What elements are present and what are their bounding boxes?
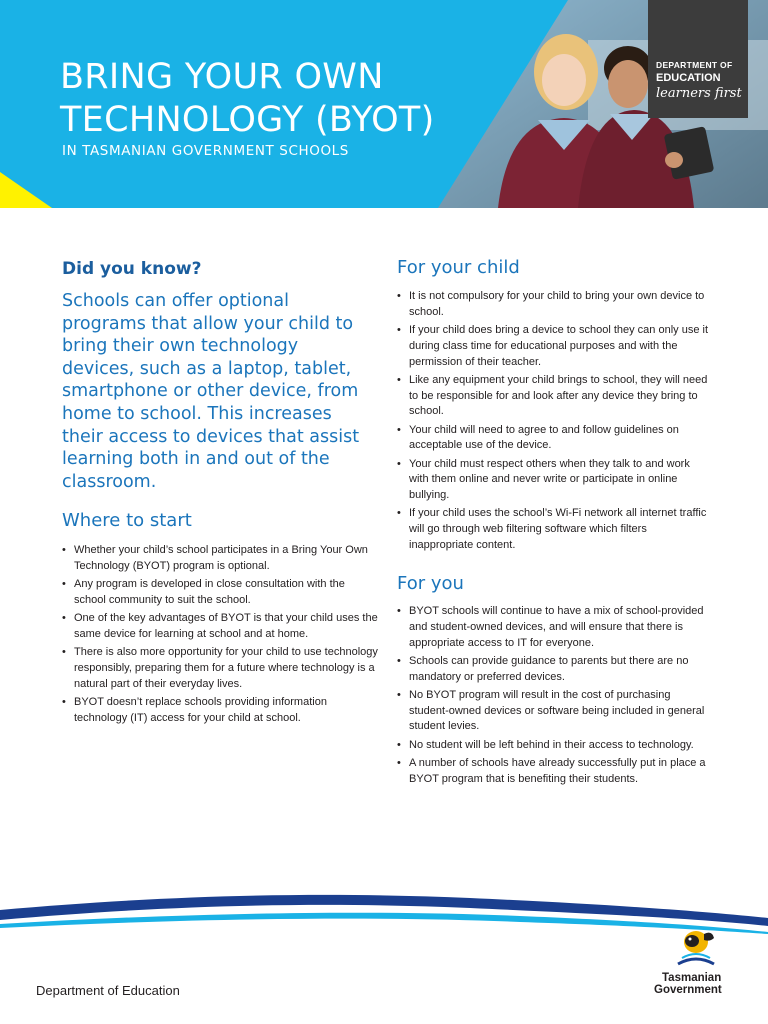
list-item: • Your child will need to agree to and follow guidelines on acceptable use of the device. xyxy=(397,423,709,455)
list-item: • One of the key advantages of BYOT is that your child uses the same device for learning at school and at home. xyxy=(62,611,378,643)
page-subtitle: IN TASMANIAN GOVERNMENT SCHOOLS xyxy=(62,143,349,159)
list-item: • BYOT schools will continue to have a mix of school-provided and student-owned devices, and will ensure that there is appropriate access to IT for everyone. xyxy=(397,604,709,651)
list-item: • No BYOT program will result in the cost of purchasing student-owned devices or software being included in general student levies. xyxy=(397,688,709,735)
list-item: • A number of schools have already successfully put in place a BYOT program that is benefiting their students. xyxy=(397,756,709,788)
list-item: • Any program is developed in close consultation with the school community to suit the school. xyxy=(62,577,378,609)
where-to-start-heading: Where to start xyxy=(62,510,192,531)
did-you-know-heading: Did you know? xyxy=(62,259,202,279)
list-item: • Like any equipment your child brings to school, they will need to be responsible for and look after any device they bring to school. xyxy=(397,373,709,420)
list-item: • Your child must respect others when they talk to and work with them online and never write or participate in online bullying. xyxy=(397,457,709,504)
list-item: • If your child uses the school’s Wi-Fi network all internet traffic will go through web filtering software which filters inappropriate content. xyxy=(397,506,709,553)
list-item: • It is not compulsory for your child to bring your own device to school. xyxy=(397,289,709,321)
title-line-2: TECHNOLOGY (BYOT) xyxy=(60,100,435,140)
list-item: • No student will be left behind in their access to technology. xyxy=(397,738,709,754)
department-of-education-logo xyxy=(648,0,748,118)
footer-department: Department of Education xyxy=(36,983,180,998)
list-item: • There is also more opportunity for your child to use technology responsibly, preparing them for a future where technology is a natural part of their everyday lives. xyxy=(62,645,378,692)
logo-tagline: learners first xyxy=(656,86,742,101)
for-you-heading: For you xyxy=(397,573,464,594)
gov-logo-line-2: Government xyxy=(654,984,722,996)
for-your-child-heading: For your child xyxy=(397,257,520,278)
page-title xyxy=(60,56,435,142)
for-your-child-list xyxy=(397,289,709,556)
intro-paragraph: Schools can offer optional programs that allow your child to bring their own technology devices, such as a laptop, tablet, smartphone or other device, from home to school. This increases their access to devices that assist learning both in and out of the classroom. xyxy=(62,291,360,492)
list-item: • If your child does bring a device to school they can only use it during class time for educational purposes and with the permission of their teacher. xyxy=(397,323,709,370)
title-line-1: BRING YOUR OWN xyxy=(60,57,384,97)
tasmanian-government-logo xyxy=(652,924,742,1004)
tasmanian-devil-crest-icon xyxy=(670,924,722,972)
list-item: • Whether your child’s school participates in a Bring Your Own Technology (BYOT) program is optional. xyxy=(62,543,378,575)
logo-line-department: DEPARTMENT OF xyxy=(656,60,733,70)
where-to-start-list xyxy=(62,543,378,729)
list-item: • BYOT doesn’t replace schools providing information technology (IT) access for your child at school. xyxy=(62,695,378,727)
list-item: • Schools can provide guidance to parents but there are no mandatory or preferred devices. xyxy=(397,654,709,686)
header-banner xyxy=(0,0,768,208)
gov-logo-line-1: Tasmanian xyxy=(662,972,722,984)
for-you-list xyxy=(397,604,709,790)
logo-line-education: EDUCATION xyxy=(656,72,721,84)
